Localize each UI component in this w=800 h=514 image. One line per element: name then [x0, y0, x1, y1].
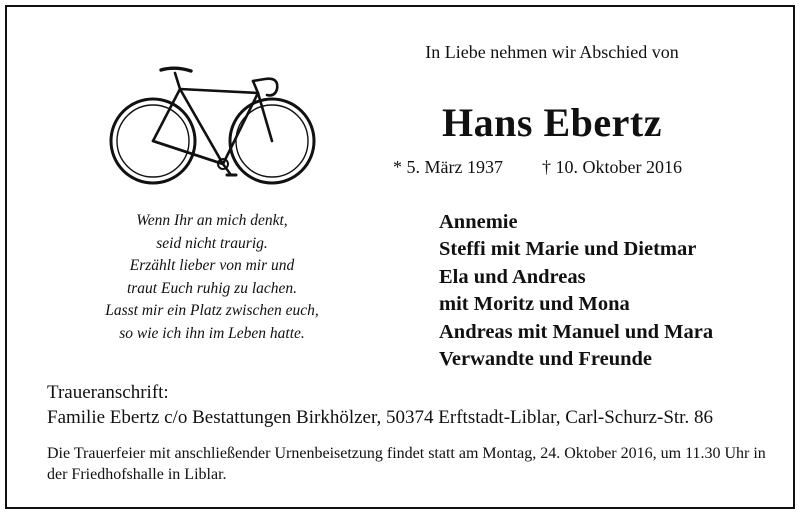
poem-line: so wie ich ihn im Leben hatte.: [119, 324, 305, 342]
poem-line: Wenn Ihr an mich denkt,: [136, 212, 288, 229]
mourner-line: Verwandte und Freunde: [439, 348, 653, 371]
bicycle-illustration: [95, 51, 330, 194]
notice-frame: [5, 5, 795, 509]
mourners-list: [439, 209, 713, 373]
poem-line: Erzählt lieber von mir und: [129, 257, 295, 275]
mourner-line: Steffi mit Marie und Dietmar: [439, 238, 697, 261]
death-date: † 10. Oktober 2016: [542, 157, 682, 177]
birth-date: * 5. März 1937: [393, 157, 503, 177]
poem: [67, 210, 357, 346]
mourner-line: mit Moritz und Mona: [439, 293, 630, 316]
mourner-line: Annemie: [439, 211, 518, 233]
address-label: Traueranschrift:: [47, 382, 169, 403]
address-text: Familie Ebertz c/o Bestattungen Birkhölzer, 50374 Erftstadt-Liblar, Carl-Schurz-Str. 86: [47, 407, 713, 428]
poem-line: seid nicht traurig.: [156, 234, 268, 252]
mourner-line: Andreas mit Manuel und Mara: [439, 320, 714, 343]
bicycle-icon: [95, 51, 330, 194]
poem-line: Lasst mir ein Platz zwischen euch,: [105, 302, 319, 320]
mourner-line: Ela und Andreas: [439, 265, 586, 288]
deceased-name: Hans Ebertz: [442, 100, 662, 145]
intro-text: In Liebe nehmen wir Abschied von: [425, 42, 679, 62]
poem-line: traut Euch ruhig zu lachen.: [126, 279, 298, 297]
ceremony-info: Die Trauerfeier mit anschließender Urnenbeisetzung findet statt am Montag, 24. Oktober 2016, um 11.30 Uhr in der Friedhofshalle in Liblar.: [47, 445, 766, 483]
